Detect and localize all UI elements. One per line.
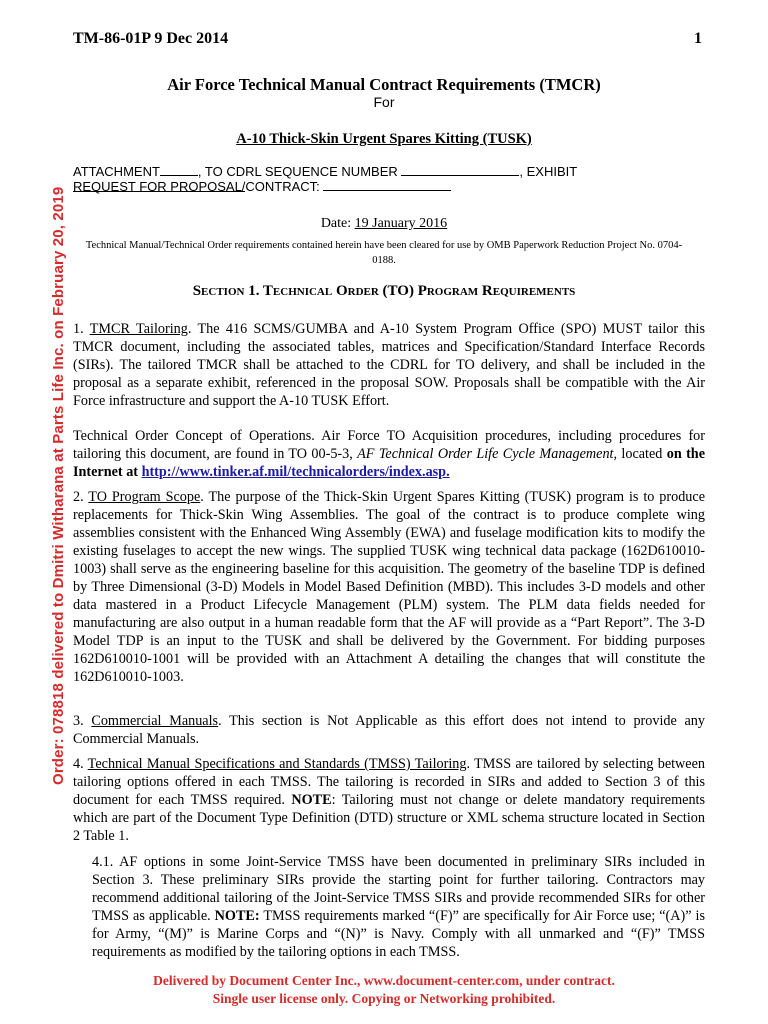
date-line bbox=[0, 216, 768, 232]
paragraph-3 bbox=[73, 712, 705, 748]
paragraph-text-2: : Tailoring must not change or delete mandatory requirements which are part of the Document Type Definition (DTD) structure or XML schema structure located in Section 2 Table 1. bbox=[73, 792, 705, 844]
order-watermark: Order: 078818 delivered to Dmitri Witharana at Parts Life Inc. on February 20, 2019 bbox=[50, 186, 67, 785]
for-label: For bbox=[373, 94, 395, 110]
paragraph-2 bbox=[73, 488, 705, 686]
paragraph-number: 4. bbox=[73, 756, 88, 772]
rfp-line bbox=[73, 178, 713, 194]
cdrl-blank bbox=[401, 163, 519, 176]
footer-delivery-notice: Delivered by Document Center Inc., www.document-center.com, under contract. bbox=[153, 973, 615, 988]
omb-clearance-note: Technical Manual/Technical Order requirements contained herein have been cleared for use by OMB Paperwork Reduction Project No. 0704-0188. bbox=[85, 240, 683, 266]
document-title: Air Force Technical Manual Contract Requirements (TMCR) bbox=[167, 75, 601, 94]
paragraph-heading: Commercial Manuals bbox=[91, 713, 219, 729]
document-subtitle: A-10 Thick-Skin Urgent Spares Kitting (TUSK) bbox=[236, 131, 532, 147]
date-value: 19 January 2016 bbox=[354, 216, 448, 231]
exhibit-label: , EXHIBIT bbox=[519, 164, 577, 179]
cdrl-label: , TO CDRL SEQUENCE NUMBER bbox=[197, 164, 402, 179]
paragraph-4 bbox=[73, 755, 705, 845]
date-label: Date: bbox=[320, 216, 355, 231]
technical-orders-link[interactable]: http://www.tinker.af.mil/technicalorders/index.asp. bbox=[141, 464, 450, 480]
paragraph-number: 3. bbox=[73, 713, 92, 729]
paragraph-number: 2. bbox=[73, 489, 89, 505]
note-label: NOTE bbox=[291, 792, 332, 808]
paragraph-text: . The purpose of the Thick-Skin Urgent Spares Kitting (TUSK) program is to produce replacements for Thick-Skin Wing Assemblies. The goal of the contract is to produce complete wing assemblies consistent with the Enhanced Wing Assembly (EWA) and fuselage modification kits to modify the existing fuselages to accept the new wings. The supplied TUSK wing technical data package (162D610010-1003) shall serve as the engineering baseline for this acquisition. The geometry of the baseline TDP is defined by Three Dimensional (3-D) Models in Model Based Definition (MBD). This includes 3-D models and other data mastered in a Product Lifecycle Management (PLM) system. The PLM data fields needed for manufacturing are also output in a human readable form that the AF will provide as a “Part Report”. The 3-D Model TDP is an input to the TUSK and shall be delivered by the Government. For bidding purposes 162D610010-1001 will be provided with an Attachment A detailing the changes that will constitute the 162D610010-1003. bbox=[73, 489, 705, 685]
paragraph-text: . The 416 SCMS/GUMBA and A-10 System Program Office (SPO) MUST tailor this TMCR document, including the associated tables, matrices and Specification/Standard Interface Records (SIRs). The tailored TMCR shall be attached to the CDRL for TO delivery, and shall be included in the proposal as a separate exhibit, referenced in the proposal SOW. Proposals shall be compatible with the Air Force infrastructure and support the A-10 TUSK Effort. bbox=[73, 321, 705, 409]
paragraph-1 bbox=[73, 320, 705, 410]
paragraph-heading: TMCR Tailoring bbox=[89, 321, 188, 337]
concept-text: Technical Order Concept of Operations. Air Force TO Acquisition procedures, including procedures for tailoring this document, are found in TO 00-5-3, bbox=[73, 428, 705, 462]
paragraph-text-2: TMSS requirements marked “(F)” are specifically for Air Force use; “(A)” is for Army, “(M)” is Marine Corps and “(N)” is Navy. Comply with all unmarked and “(F)” TMSS requirements as modified by the tailoring options in each TMSS. bbox=[92, 908, 705, 960]
concept-text-2: , located bbox=[613, 446, 667, 462]
rfp-label: REQUEST FOR PROPOSAL/CONTRACT: bbox=[73, 179, 324, 194]
paragraph-heading: Technical Manual Specifications and Standards (TMSS) Tailoring bbox=[87, 756, 467, 772]
page-number: 1 bbox=[694, 30, 702, 47]
paragraph-heading: TO Program Scope bbox=[88, 489, 201, 505]
paragraph-number: 1. bbox=[73, 321, 90, 337]
paragraph-text: 4.1. AF options in some Joint-Service TMSS have been documented in preliminary SIRs included in Section 3. These preliminary SIRs provide the starting point for further tailoring. Contractors may recommend additional tailoring of the Joint-Service TMSS SIRs and provide recommended SIRs for other TMSS as applicable. bbox=[92, 854, 705, 924]
note-label: NOTE: bbox=[214, 908, 260, 924]
document-id-header: TM-86-01P 9 Dec 2014 bbox=[73, 30, 229, 47]
attachment-blank bbox=[160, 163, 198, 176]
paragraph-text: . TMSS are tailored by selecting between tailoring options offered in each TMSS. The tailoring is recorded in SIRs and added to Section 3 of this document for each TMSS required. bbox=[73, 756, 705, 808]
footer-license-notice: Single user license only. Copying or Networking prohibited. bbox=[212, 991, 556, 1006]
rfp-blank bbox=[323, 178, 451, 191]
section-heading: Section 1. Technical Order (TO) Program Requirements bbox=[192, 283, 576, 299]
paragraph-4-1 bbox=[92, 853, 705, 961]
attachment-label: ATTACHMENT bbox=[73, 164, 160, 179]
concept-bold-text: on the Internet at bbox=[73, 446, 705, 480]
concept-paragraph bbox=[73, 427, 705, 481]
paragraph-text: . This section is Not Applicable as this effort does not intend to provide any Commercial Manuals. bbox=[73, 713, 705, 747]
concept-italic-title: AF Technical Order Life Cycle Management bbox=[357, 446, 614, 462]
